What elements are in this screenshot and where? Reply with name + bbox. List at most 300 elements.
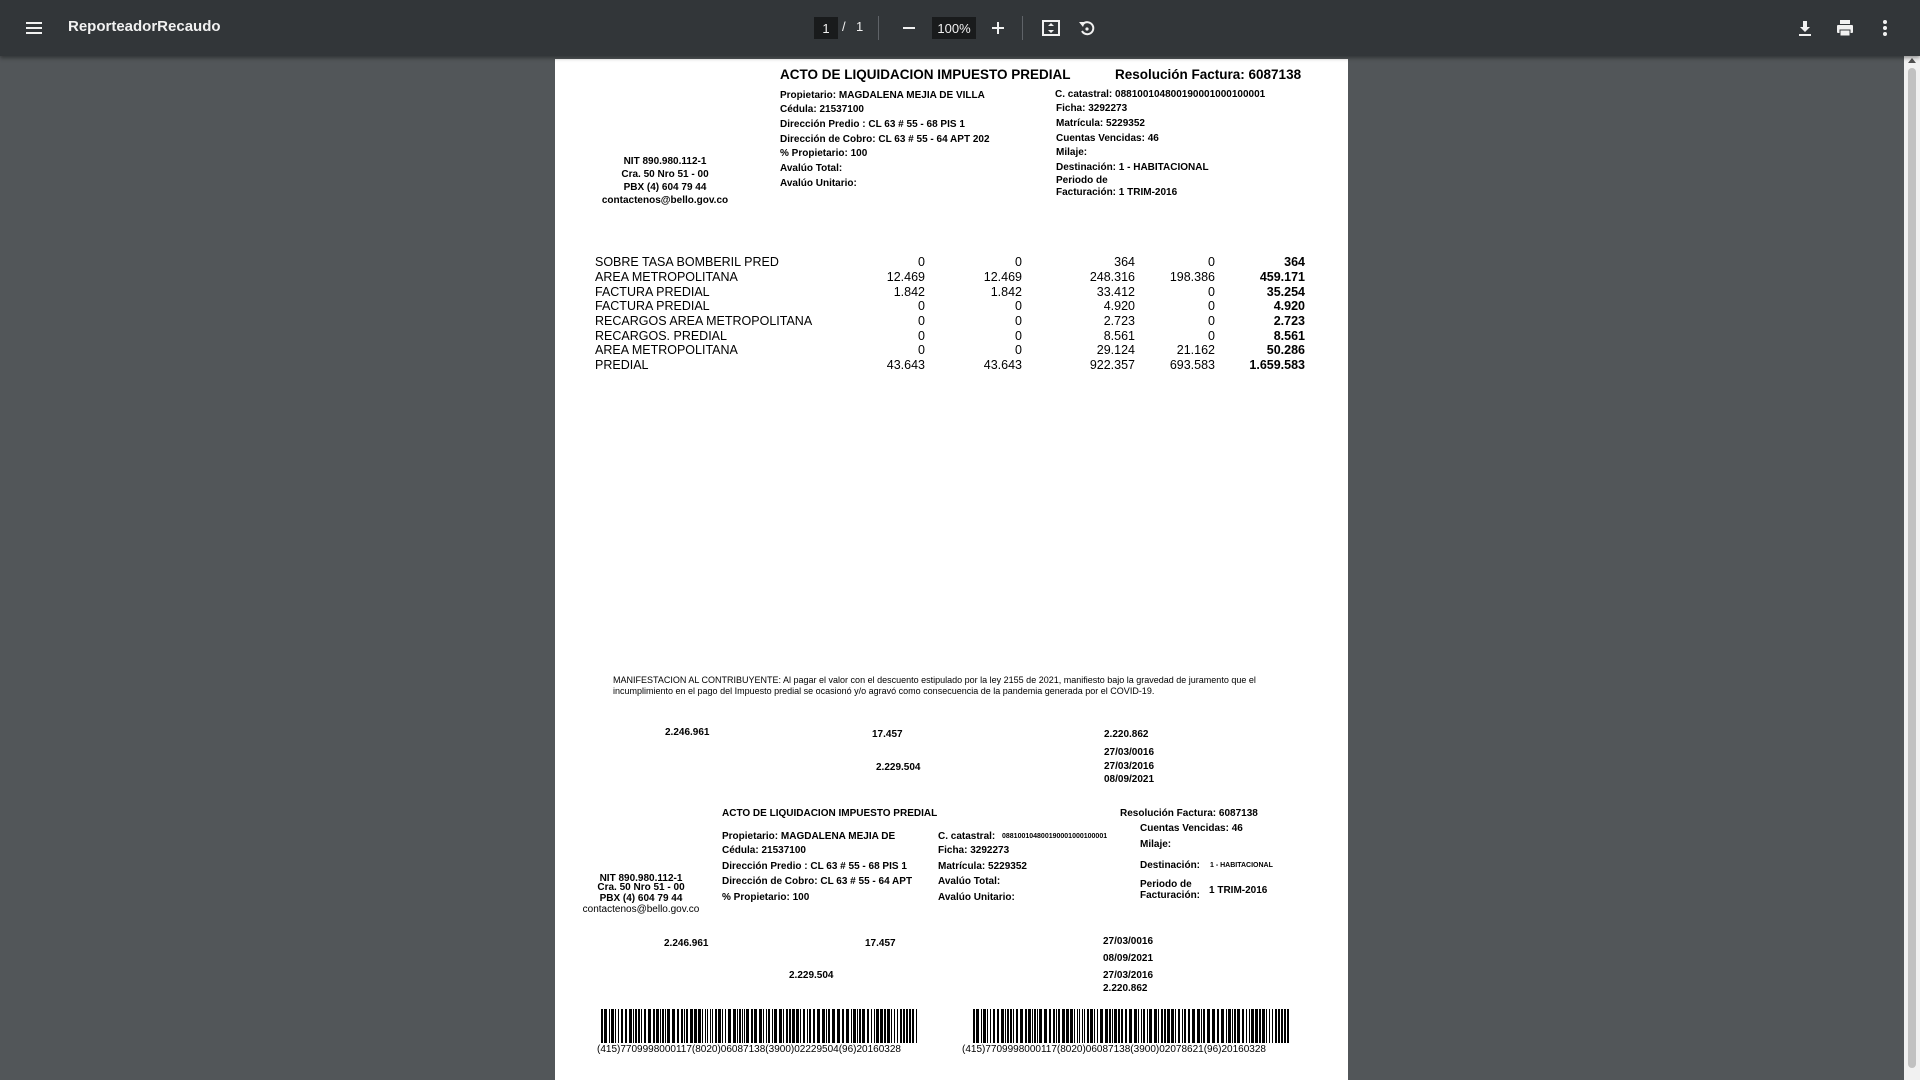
coupon-org-address: Cra. 50 Nro 51 - 00	[597, 882, 685, 893]
coupon-cadastral-code: 088100104800190001000100001	[1002, 833, 1108, 840]
barcode-bar	[880, 1009, 883, 1043]
print-button[interactable]	[1833, 16, 1857, 40]
barcode-bar	[638, 1009, 640, 1043]
barcode-bar	[633, 1009, 634, 1043]
table-cell: 0	[1208, 299, 1215, 313]
coupon-org-nit: NIT 890.980.112-1	[599, 873, 683, 884]
taxpayer-statement-continued: incumplimiento en el pago del Impuesto predial se ocasionó y/o agravó como consecuencia de la pandemia generada por el COVID-19.	[613, 686, 1155, 696]
barcode-bar	[828, 1009, 830, 1043]
barcode-bar	[656, 1009, 659, 1043]
barcode-bar	[1100, 1009, 1103, 1043]
coupon-record-number: Ficha: 3292273	[938, 845, 1010, 856]
barcode-bar	[1221, 1009, 1224, 1043]
coupon-billing-period-label: Facturación:	[1140, 890, 1201, 901]
barcode-bar	[1175, 1009, 1176, 1043]
barcode-bar	[601, 1009, 603, 1043]
barcode-bar	[826, 1009, 827, 1043]
barcode-bar	[1262, 1009, 1265, 1043]
coupon-overdue-accounts: Cuentas Vencidas: 46	[1140, 823, 1243, 834]
barcode-bar	[1105, 1009, 1108, 1043]
table-cell: 43.643	[983, 358, 1022, 372]
barcode-bar	[662, 1009, 664, 1043]
billing-address: Dirección de Cobro: CL 63 # 55 - 64 APT 202	[780, 134, 990, 145]
coupon-period-label: Periodo de	[1140, 879, 1192, 890]
barcode-bar	[859, 1009, 861, 1043]
barcode-bar	[746, 1009, 749, 1043]
table-row-concept: RECARGOS AREA METROPOLITANA	[595, 314, 813, 328]
coupon-billing-address: Dirección de Cobro: CL 63 # 55 - 64 APT	[722, 876, 913, 887]
menu-icon[interactable]	[22, 16, 46, 40]
barcode-bar	[641, 1009, 642, 1043]
coupon-resolution: Resolución Factura: 6087138	[1120, 808, 1258, 819]
barcode-bar	[1028, 1009, 1031, 1043]
barcode-bar	[1234, 1009, 1236, 1043]
table-cell: 0	[1208, 255, 1215, 269]
barcode-bar	[618, 1009, 619, 1043]
page-separator: /	[842, 19, 846, 34]
scroll-thumb[interactable]	[1908, 68, 1916, 1068]
barcode-bar	[1141, 1009, 1142, 1043]
more-vert-icon	[1882, 19, 1888, 37]
table-cell-total: 459.171	[1259, 270, 1305, 284]
barcode-bar	[1044, 1009, 1047, 1043]
fit-page-icon	[1041, 18, 1061, 38]
barcode-bar	[625, 1009, 627, 1043]
barcode-bar	[1266, 1009, 1267, 1043]
barcode-bar	[807, 1009, 808, 1043]
barcode-bar	[1184, 1009, 1186, 1043]
discounted-amount: 2.220.862	[1104, 729, 1149, 740]
barcode-bar	[976, 1009, 979, 1043]
barcode-bar	[1226, 1009, 1227, 1043]
table-cell: 29.124	[1096, 343, 1135, 357]
coupon-pay-amount: 2.229.504	[789, 970, 834, 981]
barcode-bar	[722, 1009, 723, 1043]
barcode-bar	[1118, 1009, 1120, 1043]
barcode-bar	[990, 1009, 991, 1043]
barcode-bar	[846, 1009, 849, 1043]
barcode-bar	[789, 1009, 791, 1043]
table-cell: 198.386	[1169, 270, 1215, 284]
pay-amount: 2.229.504	[876, 762, 921, 773]
barcode-bar	[792, 1009, 795, 1043]
coupon-unit-appraisal: Avalúo Unitario:	[938, 892, 1015, 903]
barcode-bar	[803, 1009, 805, 1043]
coupon-property-address: Dirección Predio : CL 63 # 55 - 68 PIS 1	[722, 861, 907, 872]
barcode-bar	[1178, 1009, 1180, 1043]
table-cell: 8.561	[1103, 329, 1135, 343]
coupon-org-email: contactenos@bello.gov.co	[582, 904, 700, 915]
barcode-bar	[1053, 1009, 1055, 1043]
table-row-concept: FACTURA PREDIAL	[595, 285, 710, 299]
barcode-bar	[1077, 1009, 1078, 1043]
table-cell-total: 1.659.583	[1249, 358, 1305, 372]
barcode-bar	[710, 1009, 711, 1043]
barcode-bar	[887, 1009, 890, 1043]
table-row-concept: RECARGOS. PREDIAL	[595, 329, 727, 343]
table-cell: 0	[1015, 343, 1022, 357]
download-button[interactable]	[1793, 16, 1817, 40]
date: 08/09/2021	[1104, 774, 1155, 785]
barcode-bar	[733, 1009, 736, 1043]
unit-appraisal: Avalúo Unitario:	[780, 178, 857, 189]
barcode-bar	[768, 1009, 770, 1043]
barcode-bar	[906, 1009, 908, 1043]
barcode-bar	[973, 1009, 975, 1043]
barcode-bar	[1074, 1009, 1075, 1043]
invoice-resolution: Resolución Factura: 6087138	[1115, 67, 1302, 82]
barcode-bar	[1013, 1009, 1014, 1043]
table-cell: 12.469	[983, 270, 1022, 284]
barcode-bar	[1049, 1009, 1051, 1043]
table-cell: 0	[1015, 329, 1022, 343]
barcode-bar	[912, 1009, 914, 1043]
coupon-org-phone: PBX (4) 604 79 44	[599, 893, 683, 904]
table-cell-total: 4.920	[1273, 299, 1305, 313]
barcode-bar	[800, 1009, 801, 1043]
coupon-discounted-amount: 2.220.862	[1103, 983, 1148, 994]
owner-percentage: % Propietario: 100	[780, 148, 868, 159]
barcode-bar	[1272, 1009, 1273, 1043]
barcode-bar	[903, 1009, 905, 1043]
barcode-bar	[1192, 1009, 1195, 1043]
barcode-bar	[737, 1009, 738, 1043]
barcode-bar	[1154, 1009, 1157, 1043]
barcode-bar	[705, 1009, 706, 1043]
barcode-bar	[763, 1009, 764, 1043]
barcode-bar	[712, 1009, 713, 1043]
barcode-bar	[1025, 1009, 1027, 1043]
barcode-bar	[629, 1009, 632, 1043]
barcode-bar	[698, 1009, 701, 1043]
barcode-bar	[1134, 1009, 1137, 1043]
barcode-bar	[857, 1009, 858, 1043]
barcode-bar	[1167, 1009, 1170, 1043]
invoice-title: ACTO DE LIQUIDACION IMPUESTO PREDIAL	[780, 67, 1071, 82]
barcode-bar	[1246, 1009, 1247, 1043]
barcode-bar	[796, 1009, 799, 1043]
barcode-bar	[1203, 1009, 1205, 1043]
total-amount: 2.246.961	[665, 727, 710, 738]
barcode-bar	[809, 1009, 811, 1043]
barcode-bar	[1032, 1009, 1033, 1043]
barcode-bar	[1112, 1009, 1113, 1043]
barcode-bar	[862, 1009, 865, 1043]
barcode-bar	[837, 1009, 840, 1043]
billing-period-label: Periodo de	[1056, 175, 1108, 186]
barcode-bar	[1058, 1009, 1060, 1043]
taxpayer-statement: MANIFESTACION AL CONTRIBUYENTE: Al pagar el valor con el descuento estipulado por la ley 2155 de 2021, manifiesto bajo la gravedad de juramento que el	[613, 675, 1256, 685]
barcode-bar	[744, 1009, 745, 1043]
plus-icon	[991, 21, 1005, 35]
coupon-billing-period: 1 TRIM-2016	[1209, 885, 1268, 896]
billing-period: Facturación: 1 TRIM-2016	[1056, 187, 1178, 198]
barcode-bar	[909, 1009, 911, 1043]
barcode-bar	[1087, 1009, 1089, 1043]
barcode-bar	[1164, 1009, 1166, 1043]
barcode-bar	[609, 1009, 610, 1043]
pdf-viewer-toolbar	[0, 0, 1920, 56]
barcode-bar	[1125, 1009, 1127, 1043]
date: 27/03/2016	[1104, 761, 1155, 772]
coupon-milage: Milaje:	[1140, 839, 1172, 850]
barcode-bar	[851, 1009, 852, 1043]
barcode-bar	[1097, 1009, 1098, 1043]
barcode-bar	[1037, 1009, 1038, 1043]
page-total: 1	[856, 19, 864, 34]
barcode-2	[973, 1009, 1289, 1043]
barcode-bar	[1005, 1009, 1006, 1043]
barcode-bar	[754, 1009, 757, 1043]
id-number: Cédula: 21537100	[780, 104, 864, 115]
toolbar-divider	[1022, 16, 1023, 40]
owner: Propietario: MAGDALENA MEJIA DE VILLA	[780, 90, 985, 101]
barcode-bar	[916, 1009, 917, 1043]
table-cell-total: 8.561	[1273, 329, 1305, 343]
barcode-bar	[1212, 1009, 1215, 1043]
barcode-bar	[621, 1009, 623, 1043]
barcode-bar	[1129, 1009, 1132, 1043]
barcode-bar	[1158, 1009, 1159, 1043]
barcode-bar	[1079, 1009, 1080, 1043]
barcode-bar	[1020, 1009, 1023, 1043]
barcode-bar	[1149, 1009, 1152, 1043]
org-nit: NIT 890.980.112-1	[623, 156, 707, 167]
page-number-input[interactable]	[814, 17, 838, 39]
barcode-bar	[772, 1009, 773, 1043]
barcode-bar	[742, 1009, 743, 1043]
pdf-page	[555, 59, 1348, 1080]
date: 27/03/0016	[1104, 747, 1155, 758]
barcode-bar	[1255, 1009, 1258, 1043]
barcode-bar	[1094, 1009, 1095, 1043]
barcode-bar	[1082, 1009, 1083, 1043]
barcode-bar	[1207, 1009, 1210, 1043]
barcode-bar	[783, 1009, 784, 1043]
barcode-bar	[667, 1009, 670, 1043]
overdue-accounts: Cuentas Vencidas: 46	[1056, 133, 1159, 144]
barcode-bar	[853, 1009, 856, 1043]
barcode-bar	[1278, 1009, 1280, 1043]
barcode-bar	[1007, 1009, 1009, 1043]
table-cell: 0	[918, 299, 925, 313]
barcode-bar	[751, 1009, 753, 1043]
barcode-bar	[817, 1009, 820, 1043]
barcode-bar	[1269, 1009, 1270, 1043]
fit-to-page-button[interactable]	[1039, 16, 1063, 40]
barcode-bar	[981, 1009, 982, 1043]
table-cell: 0	[918, 343, 925, 357]
record-number: Ficha: 3292273	[1056, 103, 1128, 114]
table-cell-total: 35.254	[1266, 285, 1305, 299]
barcode-bar	[1275, 1009, 1277, 1043]
barcode-bar	[1114, 1009, 1117, 1043]
coupon-date: 27/03/0016	[1103, 936, 1154, 947]
barcode-bar	[677, 1009, 679, 1043]
barcode-bar	[1034, 1009, 1036, 1043]
barcode-bar	[897, 1009, 898, 1043]
barcode-bar	[1109, 1009, 1111, 1043]
barcode-2-text: (415)7709998000117(8020)06087138(3900)02078621(96)20160328	[962, 1044, 1266, 1055]
coupon-date: 27/03/2016	[1103, 970, 1154, 981]
print-icon	[1835, 18, 1855, 38]
barcode-bar	[759, 1009, 762, 1043]
barcode-bar	[1138, 1009, 1139, 1043]
minus-icon	[902, 21, 916, 35]
barcode-bar	[987, 1009, 988, 1043]
barcode-bar	[832, 1009, 835, 1043]
barcode-bar	[871, 1009, 872, 1043]
barcode-bar	[822, 1009, 825, 1043]
table-cell-total: 2.723	[1273, 314, 1305, 328]
table-cell: 0	[918, 255, 925, 269]
barcode-bar	[1232, 1009, 1233, 1043]
barcode-bar	[842, 1009, 844, 1043]
surcharge-amount: 17.457	[872, 729, 903, 740]
barcode-bar	[894, 1009, 895, 1043]
barcode-bar	[702, 1009, 703, 1043]
barcode-bar	[615, 1009, 616, 1043]
barcode-bar	[884, 1009, 886, 1043]
coupon-total-appraisal: Avalúo Total:	[938, 876, 1001, 887]
rotate-button[interactable]	[1075, 16, 1099, 40]
barcode-bar	[648, 1009, 651, 1043]
barcode-bar	[997, 1009, 999, 1043]
cadastral-code: C. catastral: 088100104800190001000100001	[1055, 89, 1266, 100]
table-cell: 4.920	[1103, 299, 1135, 313]
barcode-bar	[1066, 1009, 1069, 1043]
barcode-bar	[1143, 1009, 1145, 1043]
table-cell: 693.583	[1169, 358, 1215, 372]
coupon-total-amount: 2.246.961	[664, 938, 709, 949]
table-cell: 2.723	[1103, 314, 1135, 328]
barcode-bar	[660, 1009, 661, 1043]
barcode-bar	[1281, 1009, 1283, 1043]
barcode-bar	[774, 1009, 777, 1043]
barcode-bar	[786, 1009, 788, 1043]
table-cell: 12.469	[886, 270, 925, 284]
coupon-cadastral-label: C. catastral:	[938, 831, 996, 842]
zoom-in-button[interactable]	[986, 16, 1010, 40]
barcode-bar	[1161, 1009, 1163, 1043]
more-options-button[interactable]	[1873, 16, 1897, 40]
barcode-bar	[1188, 1009, 1190, 1043]
table-cell: 0	[1208, 314, 1215, 328]
table-cell-total: 364	[1284, 255, 1305, 269]
rotate-counterclockwise-icon	[1077, 18, 1097, 38]
scroll-up-arrow-icon[interactable]	[1908, 58, 1916, 63]
barcode-bar	[644, 1009, 646, 1043]
barcode-bar	[1259, 1009, 1261, 1043]
table-row-concept: SOBRE TASA BOMBERIL PRED	[595, 255, 779, 269]
coupon-registration-number: Matrícula: 5229352	[938, 861, 1027, 872]
destination: Destinación: 1 - HABITACIONAL	[1056, 162, 1209, 173]
barcode-bar	[1228, 1009, 1231, 1043]
table-cell: 0	[918, 314, 925, 328]
barcode-bar	[1056, 1009, 1057, 1043]
barcode-1	[601, 1009, 917, 1043]
barcode-bar	[718, 1009, 721, 1043]
barcode-bar	[1201, 1009, 1202, 1043]
barcode-1-text: (415)7709998000117(8020)06087138(3900)02229504(96)20160328	[597, 1044, 901, 1055]
barcode-bar	[1251, 1009, 1254, 1043]
barcode-bar	[1284, 1009, 1286, 1043]
table-row-concept: PREDIAL	[595, 358, 649, 372]
barcode-bar	[1016, 1009, 1018, 1043]
barcode-bar	[779, 1009, 782, 1043]
barcode-bar	[983, 1009, 986, 1043]
barcode-bar	[604, 1009, 607, 1043]
barcode-bar	[611, 1009, 614, 1043]
milage: Milaje:	[1056, 147, 1088, 158]
barcode-bar	[1070, 1009, 1073, 1043]
table-cell: 922.357	[1089, 358, 1135, 372]
coupon-owner-percentage: % Propietario: 100	[722, 892, 810, 903]
barcode-bar	[1217, 1009, 1219, 1043]
table-row-concept: FACTURA PREDIAL	[595, 299, 710, 313]
barcode-bar	[672, 1009, 675, 1043]
download-icon	[1796, 19, 1814, 37]
coupon-destination-label: Destinación:	[1140, 860, 1201, 871]
barcode-bar	[876, 1009, 879, 1043]
table-cell: 33.412	[1096, 285, 1135, 299]
barcode-bar	[1249, 1009, 1250, 1043]
table-cell: 0	[918, 329, 925, 343]
zoom-input[interactable]	[932, 17, 976, 39]
table-cell: 1.842	[893, 285, 925, 299]
coupon-destination: 1 - HABITACIONAL	[1210, 862, 1273, 869]
table-cell: 364	[1114, 255, 1135, 269]
barcode-bar	[1062, 1009, 1065, 1043]
table-cell: 43.643	[886, 358, 925, 372]
toolbar-divider	[878, 16, 879, 40]
table-cell-total: 50.286	[1266, 343, 1305, 357]
barcode-bar	[1147, 1009, 1148, 1043]
barcode-bar	[1287, 1009, 1289, 1043]
barcode-bar	[690, 1009, 693, 1043]
barcode-bar	[1121, 1009, 1123, 1043]
table-cell: 0	[1208, 329, 1215, 343]
barcode-bar	[1171, 1009, 1174, 1043]
coupon-id-number: Cédula: 21537100	[722, 845, 806, 856]
barcode-bar	[715, 1009, 717, 1043]
zoom-out-button[interactable]	[897, 16, 921, 40]
barcode-bar	[1039, 1009, 1042, 1043]
barcode-bar	[707, 1009, 708, 1043]
table-cell: 0	[1015, 255, 1022, 269]
barcode-bar	[993, 1009, 995, 1043]
vertical-scrollbar[interactable]	[1904, 56, 1920, 1080]
barcode-bar	[686, 1009, 688, 1043]
barcode-bar	[1084, 1009, 1085, 1043]
barcode-bar	[766, 1009, 767, 1043]
barcode-bar	[1010, 1009, 1012, 1043]
barcode-bar	[874, 1009, 875, 1043]
barcode-bar	[1237, 1009, 1240, 1043]
total-appraisal: Avalúo Total:	[780, 163, 843, 174]
barcode-bar	[813, 1009, 815, 1043]
barcode-bar	[900, 1009, 902, 1043]
table-row-concept: AREA METROPOLITANA	[595, 343, 738, 357]
barcode-bar	[1197, 1009, 1200, 1043]
barcode-bar	[684, 1009, 685, 1043]
barcode-bar	[739, 1009, 741, 1043]
coupon-title: ACTO DE LIQUIDACION IMPUESTO PREDIAL	[722, 808, 938, 819]
coupon-surcharge-amount: 17.457	[865, 938, 896, 949]
coupon-date: 08/09/2021	[1103, 953, 1154, 964]
org-phone: PBX (4) 604 79 44	[623, 182, 707, 193]
property-address: Dirección Predio : CL 63 # 55 - 68 PIS 1	[780, 119, 965, 130]
